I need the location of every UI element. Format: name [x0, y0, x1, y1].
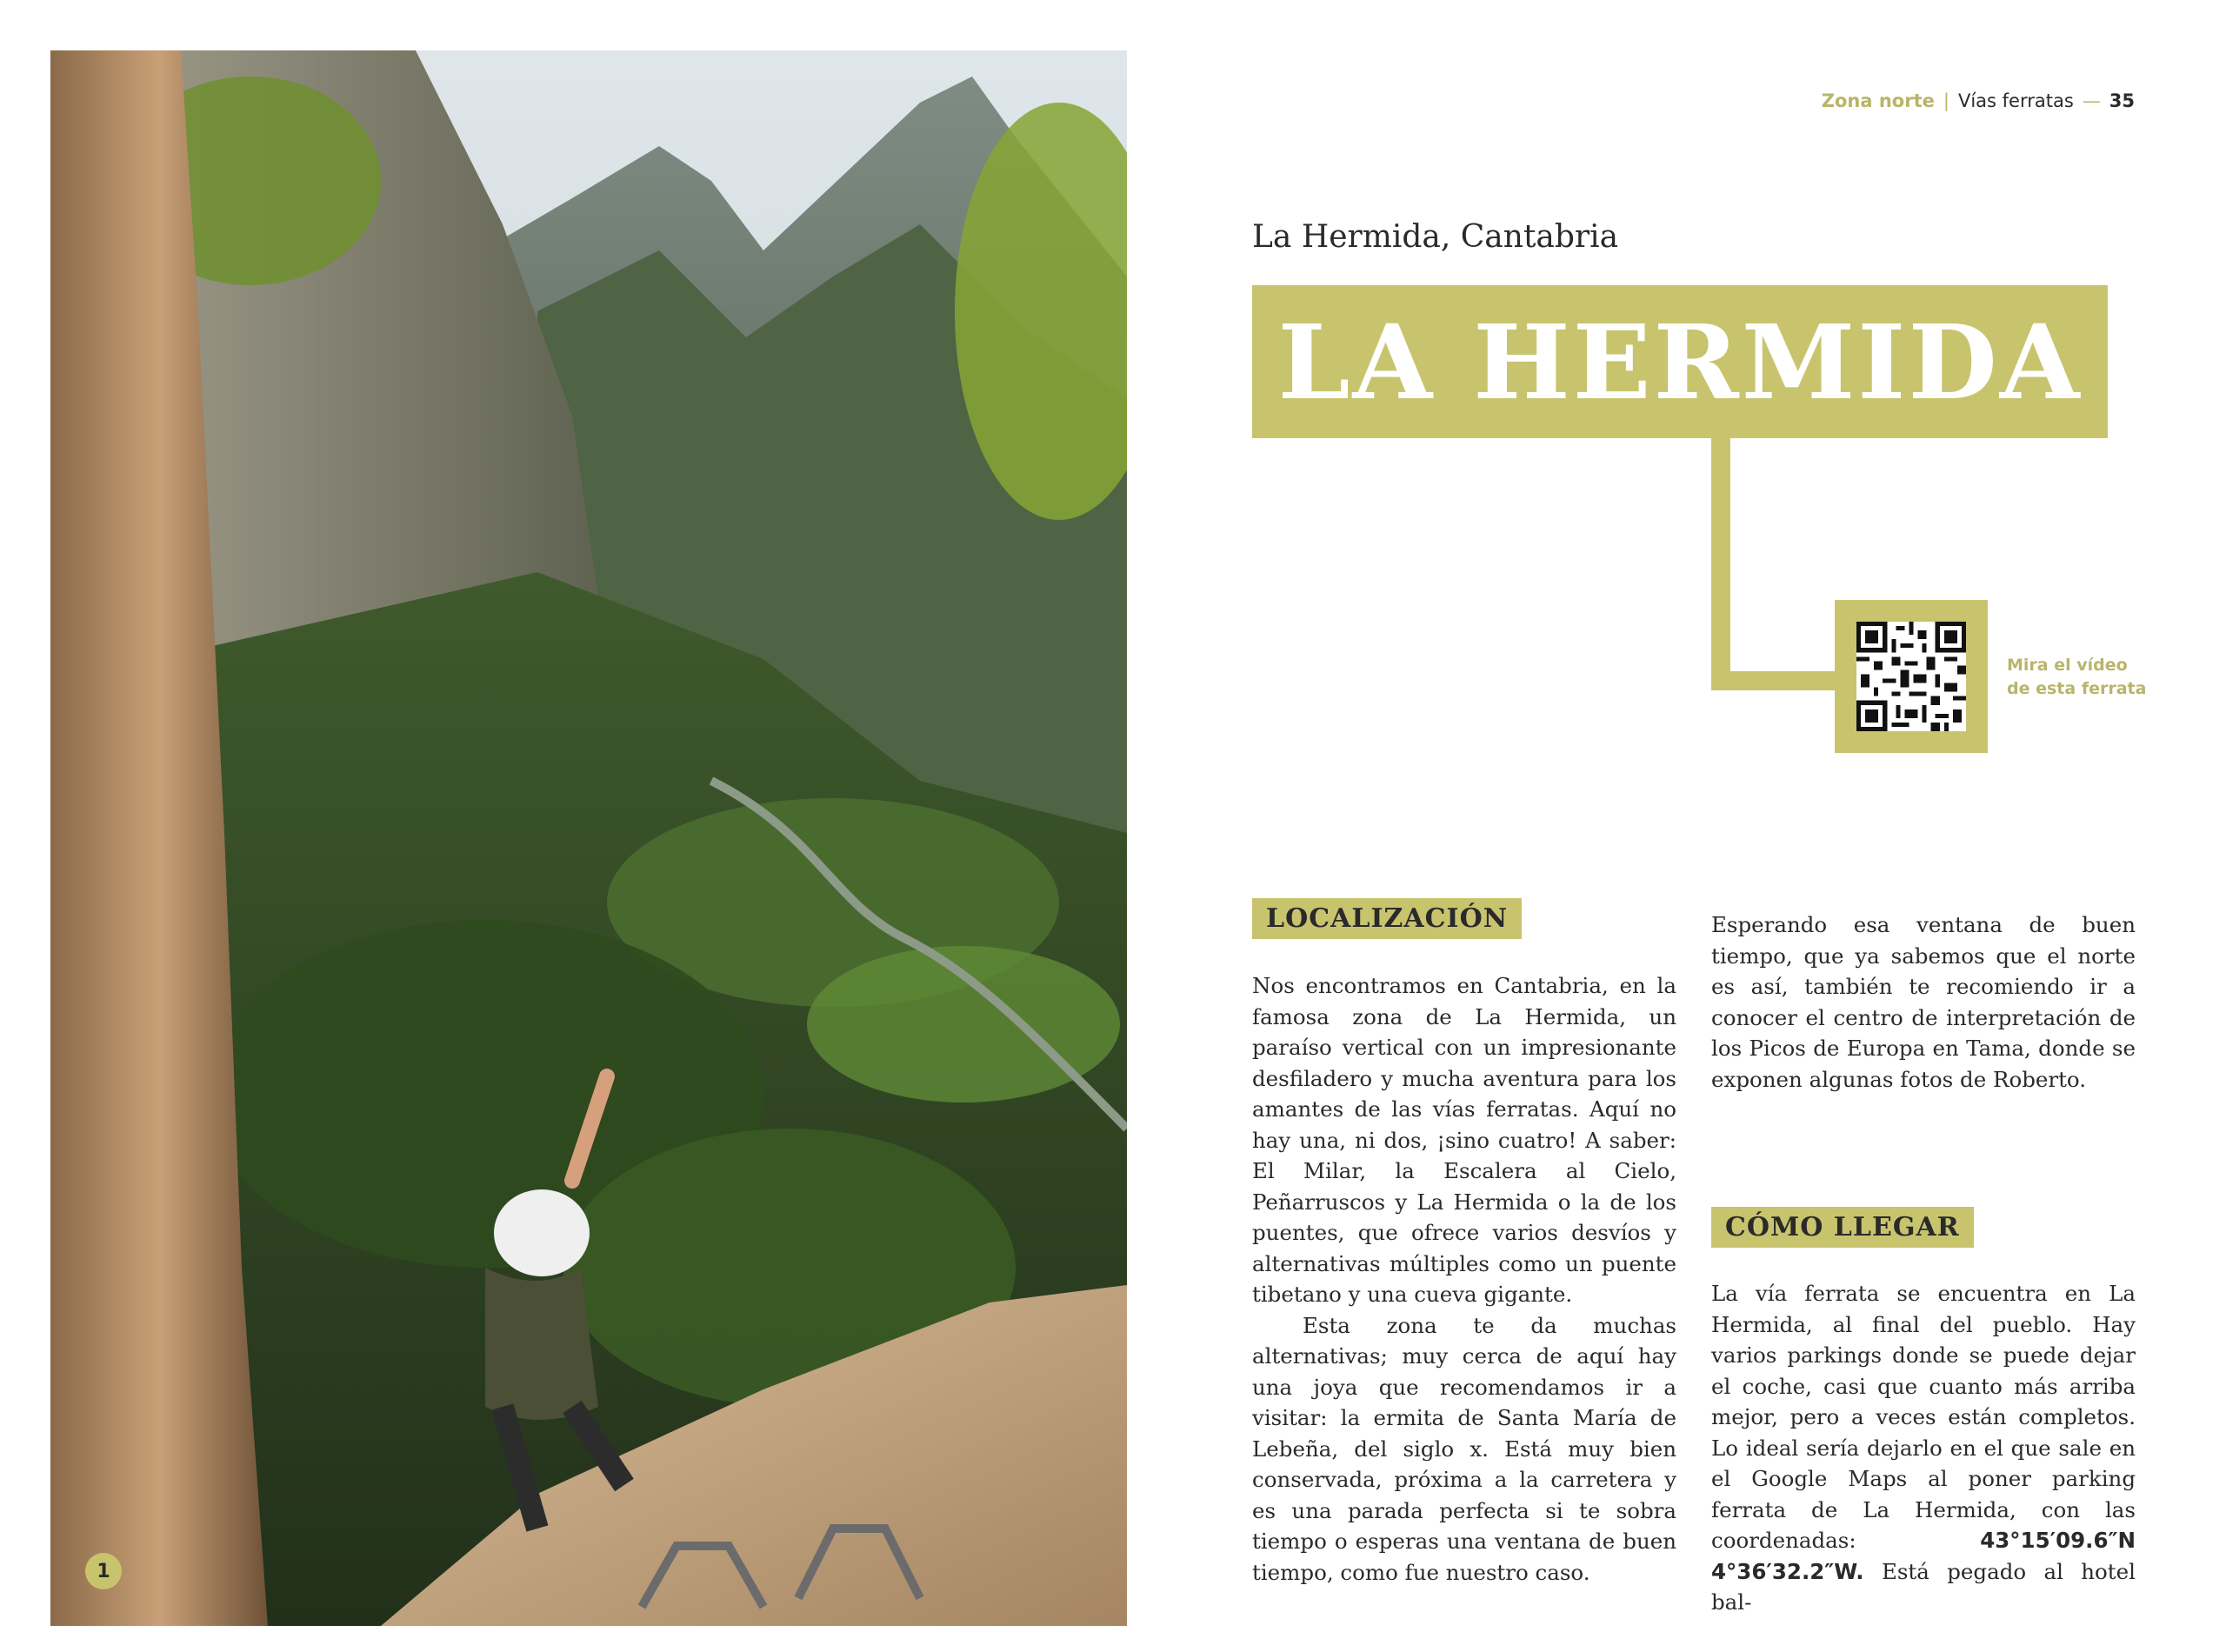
como-llegar-text: La vía ferrata se encuentra en La Hermida, al final del pueblo. Hay varios parkings donde se puede dejar el coche, casi que cuanto más arriba mejor, pero a veces están completos. Lo ideal sería dejarlo en el que sale en el Google Maps al poner parking ferrata de La Hermida, con las coordenadas: [1711, 1281, 2136, 1553]
page-number: 35 [2109, 90, 2135, 111]
qr-code-box[interactable] [1835, 600, 1988, 753]
como-llegar-paragraph [1711, 1278, 2136, 1618]
running-head-zone: Zona norte [1821, 90, 1935, 111]
right-text-column-bottom [1711, 1278, 2136, 1618]
localizacion-heading: LOCALIZACIÓN [1252, 898, 1522, 939]
qr-code-icon [1856, 622, 1966, 731]
left-text-column [1252, 970, 1676, 1588]
right-text-column-top [1711, 909, 2136, 1095]
qr-caption [2007, 654, 2181, 701]
como-llegar-text-continued: Está pegado al hotel bal- [1711, 1558, 2136, 1615]
page-title: LA HERMIDA [1277, 301, 2083, 423]
running-head [1822, 90, 2135, 111]
como-llegar-heading: CÓMO LLEGAR [1711, 1207, 1974, 1248]
localizacion-paragraph-2: Esta zona te da muchas alternativas; muy cerca de aquí hay una joya que recomendamos ir a visitar: la ermita de Santa María de Lebeña, del siglo x. Está muy bien conservada, próxima a la carretera y es una parada perfecta si te sobra tiempo o esperas una ventana de buen tiempo, como fue nuestro caso. [1252, 1312, 1676, 1585]
climber-photo [50, 50, 1127, 1626]
localizacion-paragraph-3: Esperando esa ventana de buen tiempo, que ya sabemos que el norte es así, también te recomiendo ir a conocer el centro de interpretación de los Picos de Europa en Tama, donde se exponen algunas fotos de Roberto. [1711, 912, 2136, 1092]
title-banner [1252, 285, 2108, 438]
qr-caption-line2: de esta ferrata [2007, 679, 2147, 698]
connector-line-vertical [1711, 438, 1730, 690]
climber-photo-illustration [50, 50, 1127, 1626]
running-head-section: Vías ferratas [1957, 90, 2074, 111]
photo-number-badge: 1 [85, 1553, 122, 1589]
coordinates: 43°15′09.6″N 4°36′32.2″W. [1711, 1528, 2136, 1584]
qr-caption-line1: Mira el vídeo [2007, 656, 2128, 675]
connector-line-horizontal [1711, 671, 1836, 690]
running-head-dash: — [2082, 90, 2101, 111]
localizacion-paragraph-1: Nos encontramos en Cantabria, en la famosa zona de La Hermida, un paraíso vertical con un impresionante desfiladero y mucha aventura para los amantes de las vías ferratas. Aquí no hay una, ni dos, ¡sino cuatro! A saber: El Milar, la Escalera al Cielo, Peñarruscos y La Hermida o la de los puentes, que ofrece varios desvíos y alternativas múltiples como un puente tibetano y una cueva gigante. [1252, 973, 1676, 1307]
running-head-separator: | [1943, 90, 1949, 111]
location-subtitle: La Hermida, Cantabria [1252, 219, 1619, 255]
